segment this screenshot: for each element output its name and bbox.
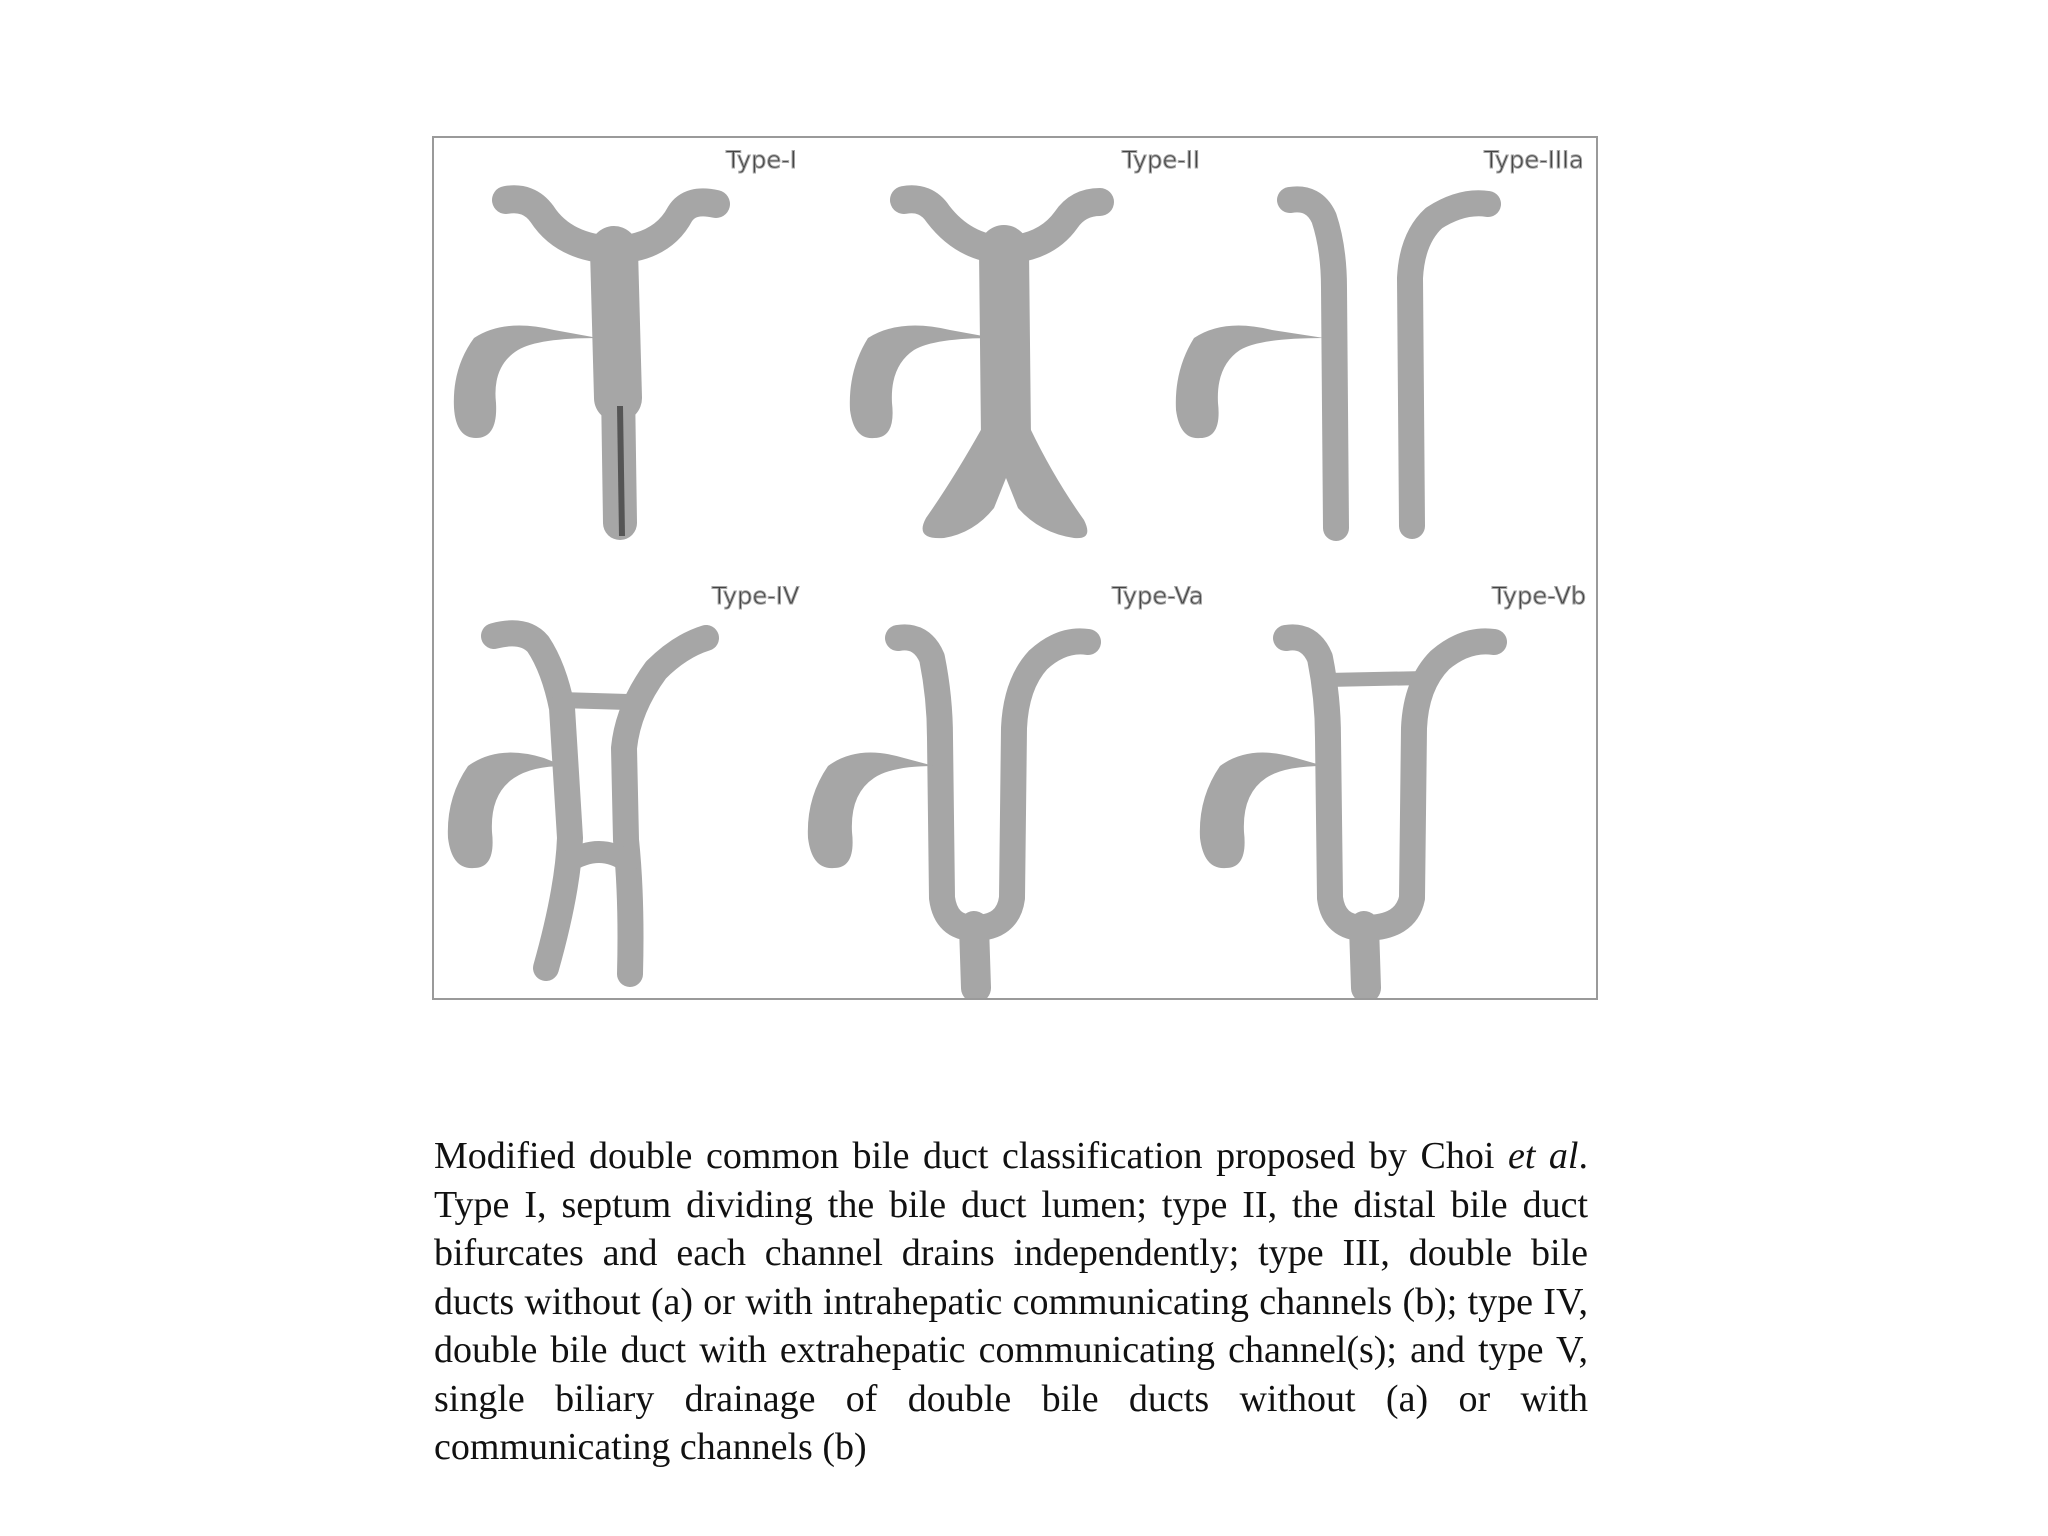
right-bile-duct bbox=[974, 641, 1088, 928]
common-duct bbox=[1004, 250, 1006, 438]
gallbladder bbox=[808, 753, 934, 869]
caption-text-1: Modified double common bile duct classification proposed by Choi bbox=[434, 1135, 1508, 1177]
gallbladder bbox=[1200, 753, 1324, 869]
left-bile-duct bbox=[494, 633, 570, 968]
type-va-diagram bbox=[808, 582, 1204, 988]
right-bile-duct bbox=[624, 638, 706, 974]
upper-communicating-channel bbox=[560, 700, 628, 702]
caption-text-2: . Type I, septum dividing the bile duct lumen; type II, the distal bile duct bifurcates and each channel drains independently; type III, double bile ducts without (a) or with intrahepatic communicating channels (b); type IV, double bile duct with extrahepatic communicating channel(s); and type V, single biliary drainage of double bile ducts without (a) or with communicating channels (b) bbox=[434, 1135, 1588, 1468]
panel-label-type-iv: Type-IV bbox=[712, 582, 800, 610]
diagram-canvas bbox=[434, 138, 1596, 998]
panel-label-type-va: Type-Va bbox=[1112, 582, 1204, 610]
type-ii-diagram bbox=[850, 146, 1200, 538]
right-bile-duct bbox=[1410, 203, 1488, 526]
communicating-channel bbox=[1326, 678, 1426, 680]
type-vb-diagram bbox=[1200, 582, 1586, 988]
bifurcated-distal-ducts bbox=[923, 428, 1088, 538]
gallbladder bbox=[1176, 326, 1324, 439]
single-drainage-duct bbox=[974, 926, 976, 988]
lower-communicating-channel bbox=[568, 852, 628, 862]
single-drainage-duct bbox=[1364, 926, 1366, 988]
panel-label-type-ii: Type-II bbox=[1122, 146, 1200, 174]
left-bile-duct bbox=[898, 637, 974, 928]
gallbladder bbox=[448, 753, 564, 869]
caption-italic-et-al: et al bbox=[1507, 1135, 1579, 1177]
gallbladder bbox=[850, 326, 994, 439]
panel-label-type-vb: Type-Vb bbox=[1492, 582, 1587, 610]
classification-figure bbox=[432, 136, 1598, 1000]
figure-caption bbox=[434, 1132, 1588, 1472]
panel-label-type-iiia: Type-IIIa bbox=[1484, 146, 1584, 174]
septum-line bbox=[620, 406, 622, 536]
left-bile-duct bbox=[1290, 199, 1336, 528]
type-i-diagram bbox=[454, 146, 797, 536]
type-iiia-diagram bbox=[1176, 146, 1584, 528]
panel-label-type-i: Type-I bbox=[726, 146, 797, 174]
type-iv-diagram bbox=[448, 582, 800, 974]
gallbladder bbox=[454, 326, 598, 439]
